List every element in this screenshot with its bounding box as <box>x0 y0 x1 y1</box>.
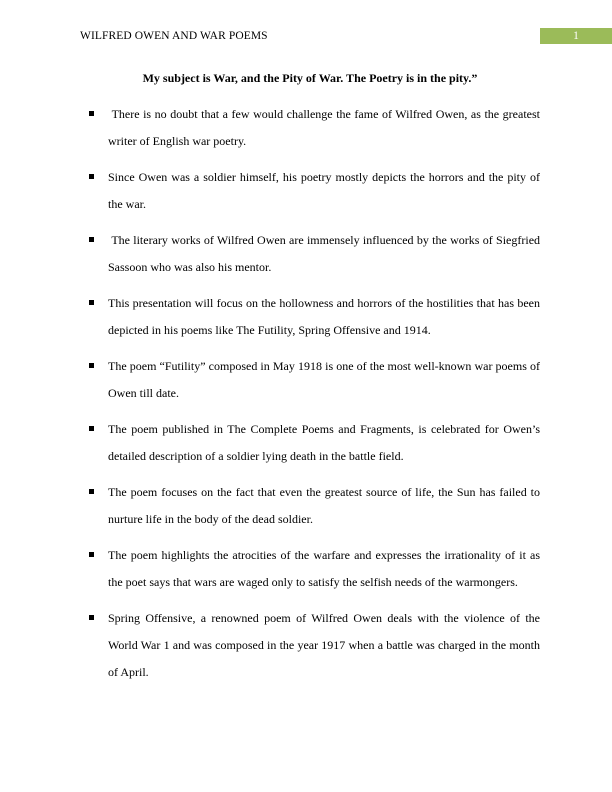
square-bullet-icon <box>89 111 94 116</box>
bullet-text: The literary works of Wilfred Owen are immensely influenced by the works of Siegfried Sassoon who was also his mentor. <box>108 233 544 274</box>
page-number: 1 <box>540 28 612 44</box>
bullet-item <box>108 290 540 344</box>
bullet-item <box>108 227 544 281</box>
running-header-title: WILFRED OWEN AND WAR POEMS <box>80 30 268 42</box>
bullet-item <box>108 353 540 407</box>
bullet-text: The poem highlights the atrocities of the warfare and expresses the irrationality of it as the poet says that wars are waged only to satisfy the selfish needs of the warmongers. <box>108 548 540 589</box>
square-bullet-icon <box>89 300 94 305</box>
square-bullet-icon <box>89 615 94 620</box>
bullet-text: This presentation will focus on the hollowness and horrors of the hostilities that has been depicted in his poems like The Futility, Spring Offensive and 1914. <box>108 296 540 337</box>
bullet-text: Since Owen was a soldier himself, his poetry mostly depicts the horrors and the pity of the war. <box>108 170 540 211</box>
bullet-text: Spring Offensive, a renowned poem of Wilfred Owen deals with the violence of the World War 1 and was composed in the year 1917 when a battle was charged in the month of April. <box>108 611 540 679</box>
bullet-list <box>108 101 544 695</box>
bullet-item <box>108 605 540 686</box>
bullet-item <box>108 101 543 155</box>
square-bullet-icon <box>89 363 94 368</box>
document-title: My subject is War, and the Pity of War. The Poetry is in the pity.” <box>142 71 478 85</box>
square-bullet-icon <box>89 174 94 179</box>
square-bullet-icon <box>89 426 94 431</box>
square-bullet-icon <box>89 552 94 557</box>
bullet-text: The poem “Futility” composed in May 1918 is one of the most well-known war poems of Owen till date. <box>108 359 540 400</box>
bullet-item <box>108 479 540 533</box>
square-bullet-icon <box>89 489 94 494</box>
square-bullet-icon <box>89 237 94 242</box>
bullet-text: The poem published in The Complete Poems and Fragments, is celebrated for Owen’s detailed description of a soldier lying death in the battle field. <box>108 422 540 463</box>
bullet-text: The poem focuses on the fact that even the greatest source of life, the Sun has failed to nurture life in the body of the dead soldier. <box>108 485 540 526</box>
bullet-item <box>108 542 540 596</box>
bullet-item <box>108 416 540 470</box>
bullet-text: There is no doubt that a few would challenge the fame of Wilfred Owen, as the greatest writer of English war poetry. <box>108 107 543 148</box>
bullet-item <box>108 164 540 218</box>
